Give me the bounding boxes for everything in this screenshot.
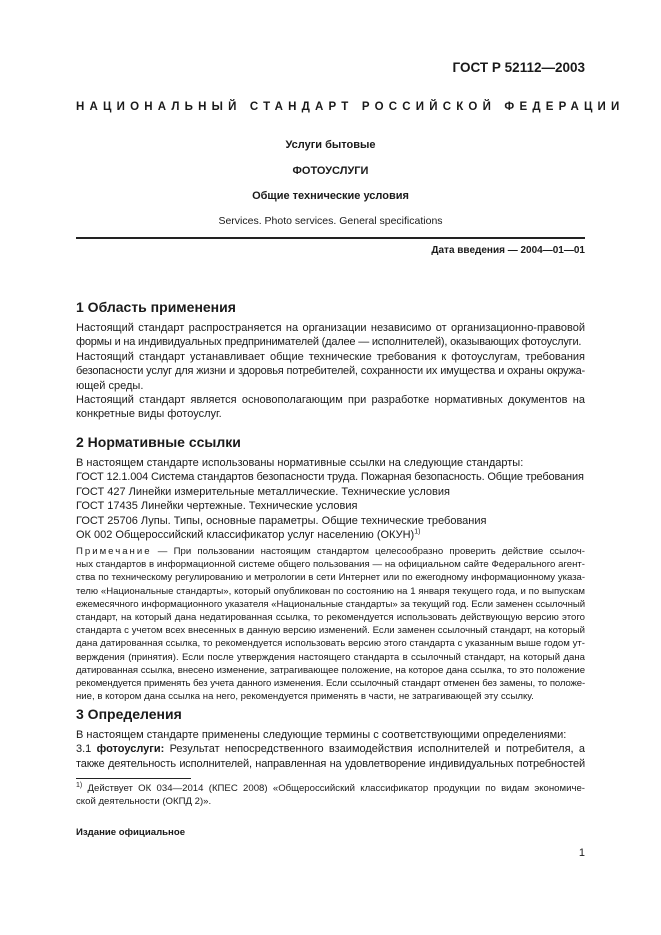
- section-2-body: [76, 456, 585, 542]
- note-line: ежемесячного информационного указателя «Национальные стандарты» за текущий год. Если заменен ссылочный: [76, 598, 585, 610]
- paragraph-line: ющей среды.: [76, 379, 144, 392]
- defined-term: фотоуслуги:: [96, 743, 165, 756]
- paragraph-line: безопасности услуг для жизни и здоровья потребителей, сохранности их имущества и охраны окружа-: [76, 365, 585, 378]
- note-line: дана датированная ссылка, то рекомендуется использовать версию этого стандарта с указанным выше годом ут-: [76, 638, 585, 650]
- official-edition-label: Издание официальное: [76, 827, 186, 838]
- reference-item: ГОСТ 427 Линейки измерительные металлические. Технические условия: [76, 485, 450, 498]
- paragraph-line: Настоящий стандарт распространяется на организации независимо от организационно-правовой: [76, 322, 585, 334]
- title-divider: [76, 237, 585, 239]
- note-line: датированная ссылка, внесено изменение, затрагивающее положение, на которое дана ссылка, то это положение: [76, 664, 585, 676]
- paragraph-line: конкретные виды фотоуслуг.: [76, 408, 222, 421]
- paragraph-line: В настоящем стандарте применены следующие термины с соответствующими определениями:: [76, 729, 567, 741]
- note-label: Примечание: [76, 546, 152, 557]
- note-line: стандарт, на который дана недатированная ссылка, то рекомендуется использовать действующую версию этого: [76, 612, 585, 624]
- note-line: ние, в котором дана ссылка на него, рекомендуется применять в части, не затрагивающей эту ссылку.: [76, 691, 534, 703]
- paragraph-line: Настоящий стандарт является основополагающим при разработке нормативных документов на: [76, 394, 585, 407]
- section-3-body: [76, 728, 585, 771]
- category-title: Услуги бытовые: [285, 139, 376, 151]
- section-1-body: [76, 321, 585, 422]
- note-line: рекомендуется применять без учета данного изменения. Если ссылочный стандарт отменен без замены, то положе-: [76, 678, 585, 690]
- note-line: ных стандартов в информационной системе общего пользования — на официальном сайте Федерального агент-: [76, 559, 585, 571]
- section-2-note: [76, 545, 585, 703]
- paragraph-line: Настоящий стандарт устанавливает общие технические требования к фотоуслугам, требования: [76, 350, 585, 363]
- footnote-divider: [76, 778, 191, 779]
- reference-item: ОК 002 Общероссийский классификатор услуг населению (ОКУН)$^{1)}$: [76, 528, 421, 542]
- note-line: телю «Национальные стандарты», который опубликован по состоянию на 1 января текущего года, и по выпускам: [76, 585, 585, 597]
- note-line: стандарта с учетом всех внесенных в данную версию изменений. Если заменен ссылочный стандарт, на который: [76, 625, 585, 637]
- note-line: ства по техническому регулированию и метрологии в сети Интернет или по ежегодному информационному указа-: [76, 572, 585, 584]
- note-line: верждения (принятия). Если после утверждения настоящего стандарта в ссылочный стандарт, на который дана: [76, 651, 585, 663]
- page-number: 1: [578, 847, 585, 859]
- paragraph-line: также деятельность исполнителей, направленная на удовлетворение индивидуальных потребностей: [76, 757, 585, 770]
- national-standard-title: НАЦИОНАЛЬНЫЙ СТАНДАРТ РОССИЙСКОЙ ФЕДЕРАЦИИ: [76, 101, 625, 113]
- footnote-marker: 1): [414, 528, 421, 536]
- reference-item: ГОСТ 17435 Линейки чертежные. Технические условия: [76, 500, 358, 513]
- subtitle: Общие технические условия: [252, 190, 409, 202]
- footnote-line: ской деятельности (ОКПД 2)».: [76, 795, 212, 807]
- section-3-heading: 3 Определения: [76, 706, 182, 722]
- english-title: Services. Photo services. General specifications: [218, 215, 443, 227]
- note-line: Примечание — При пользовании настоящим стандартом целесообразно проверить действие ссылоч-: [76, 546, 585, 557]
- paragraph-line: В настоящем стандарте использованы нормативные ссылки на следующие стандарты:: [76, 457, 524, 469]
- section-1-heading: 1 Область применения: [76, 299, 236, 315]
- reference-item: ГОСТ 12.1.004 Система стандартов безопасности труда. Пожарная безопасность. Общие требования: [76, 471, 584, 484]
- section-2-heading: 2 Нормативные ссылки: [76, 434, 241, 450]
- footnote: [76, 783, 585, 809]
- introduction-date: Дата введения — 2004—01—01: [431, 245, 585, 256]
- paragraph-line: формы и на индивидуальных предпринимателей (далее — исполнителей), оказывающих фотоуслуги.: [76, 336, 582, 349]
- reference-item: ГОСТ 25706 Лупы. Типы, основные параметры. Общие технические требования: [76, 514, 487, 527]
- definition-line: 3.1 фотоуслуги: Результат непосредственного взаимодействия исполнителей и потребителя, а: [76, 743, 585, 756]
- footnote-line: $^{1)}$ Действует ОК 034—2014 (КПЕС 2008) «Общероссийский классификатор продукции по видам экономиче-: [76, 781, 585, 794]
- main-title: ФОТОУСЛУГИ: [292, 165, 369, 177]
- document-code: ГОСТ Р 52112—2003: [452, 60, 585, 75]
